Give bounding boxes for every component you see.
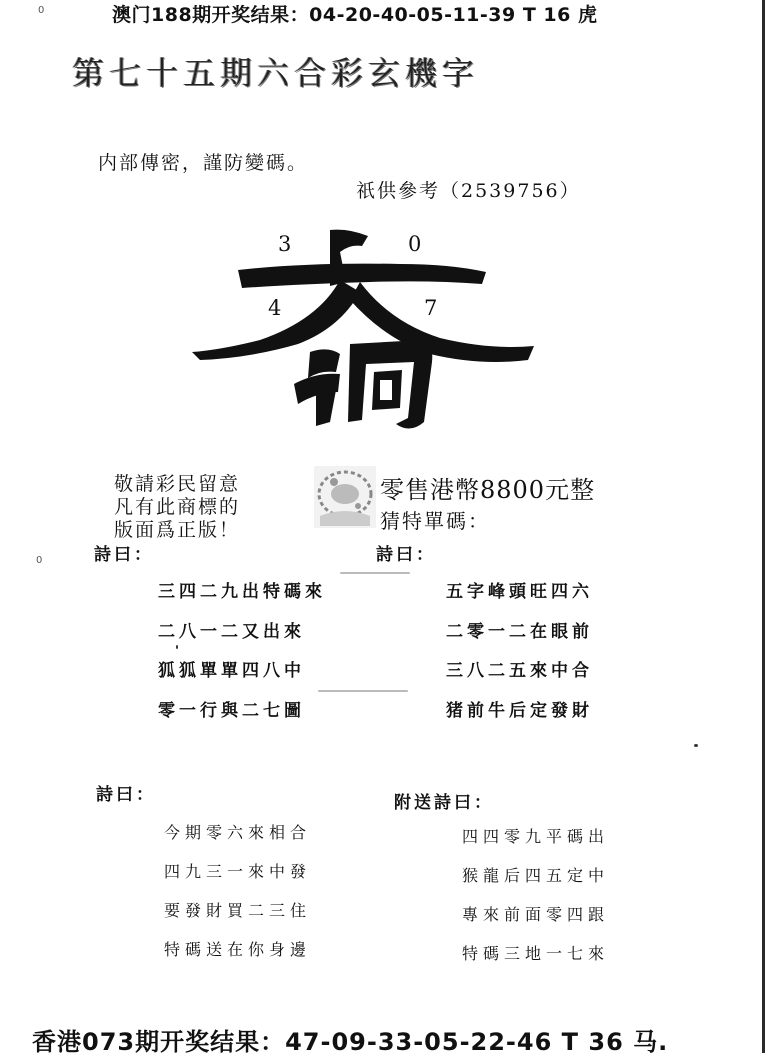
poem-line: 要發財買二三住 [164, 901, 312, 920]
poem-line: 狐狐單單四八中 [158, 661, 305, 681]
poem-line: 今期零六來相合 [164, 823, 312, 842]
poem-heading: 詩曰： [96, 785, 156, 805]
brand-stamp-icon [314, 466, 376, 528]
side-mark: 0 [36, 555, 43, 566]
retail-price: 零售港幣8800元整 [380, 476, 596, 504]
poem-line: 猪前牛后定發財 [446, 701, 593, 721]
poem-heading: 詩曰： [376, 545, 436, 565]
big-character-logo [190, 222, 540, 432]
poem-line: 五字峰頭旺四六 [446, 582, 593, 602]
poem-line: 特碼三地一七來 [462, 944, 610, 963]
scan-speck [340, 572, 410, 574]
guess-special-label: 猜特單碼： [380, 509, 490, 533]
poem-line: 二零一二在眼前 [446, 622, 593, 642]
logo-digit: 0 [408, 232, 422, 256]
logo-stroke [238, 264, 486, 288]
poem-line: 零一行與二七圖 [158, 701, 305, 721]
logo-stroke [192, 280, 360, 360]
hk-result-banner: 香港073期开奖结果：47-09-33-05-22-46 T 36 马. [32, 1028, 669, 1056]
poem-line: 三八二五來中合 [446, 661, 593, 681]
poem-heading: 附送詩曰： [394, 793, 494, 813]
notice-line: 凡有此商標的 [114, 496, 241, 518]
logo-stroke [294, 349, 340, 426]
intro-line-2: 祇供參考（2539756） [356, 180, 581, 202]
scan-speck [694, 744, 698, 747]
poem-line: 專來前面零四跟 [462, 905, 610, 924]
scan-speck [176, 645, 178, 649]
poem-heading: 詩曰： [94, 545, 154, 565]
scan-speck [318, 690, 408, 692]
notice-line: 敬請彩民留意 [114, 473, 241, 495]
notice-line: 版面爲正版！ [114, 519, 241, 541]
macau-result-banner: 澳门188期开奖结果：04-20-40-05-11-39 T 16 虎 [112, 4, 598, 26]
poem-line: 三四二九出特碼來 [158, 582, 326, 602]
poem-line: 四四零九平碼出 [462, 827, 610, 846]
intro-line-1: 内部傳密，謹防變碼。 [98, 152, 309, 174]
page-title: 第七十五期六合彩玄機字 [72, 54, 480, 92]
corner-mark: 0 [38, 5, 45, 16]
poem-line: 猴龍后四五定中 [462, 866, 610, 885]
poem-line: 四九三一來中發 [164, 862, 312, 881]
poem-line: 特碼送在你身邊 [164, 940, 312, 959]
logo-digit: 4 [268, 296, 282, 320]
poem-line: 二八一二又出來 [158, 622, 305, 642]
logo-digit: 3 [278, 232, 292, 256]
logo-digit: 7 [424, 296, 438, 320]
